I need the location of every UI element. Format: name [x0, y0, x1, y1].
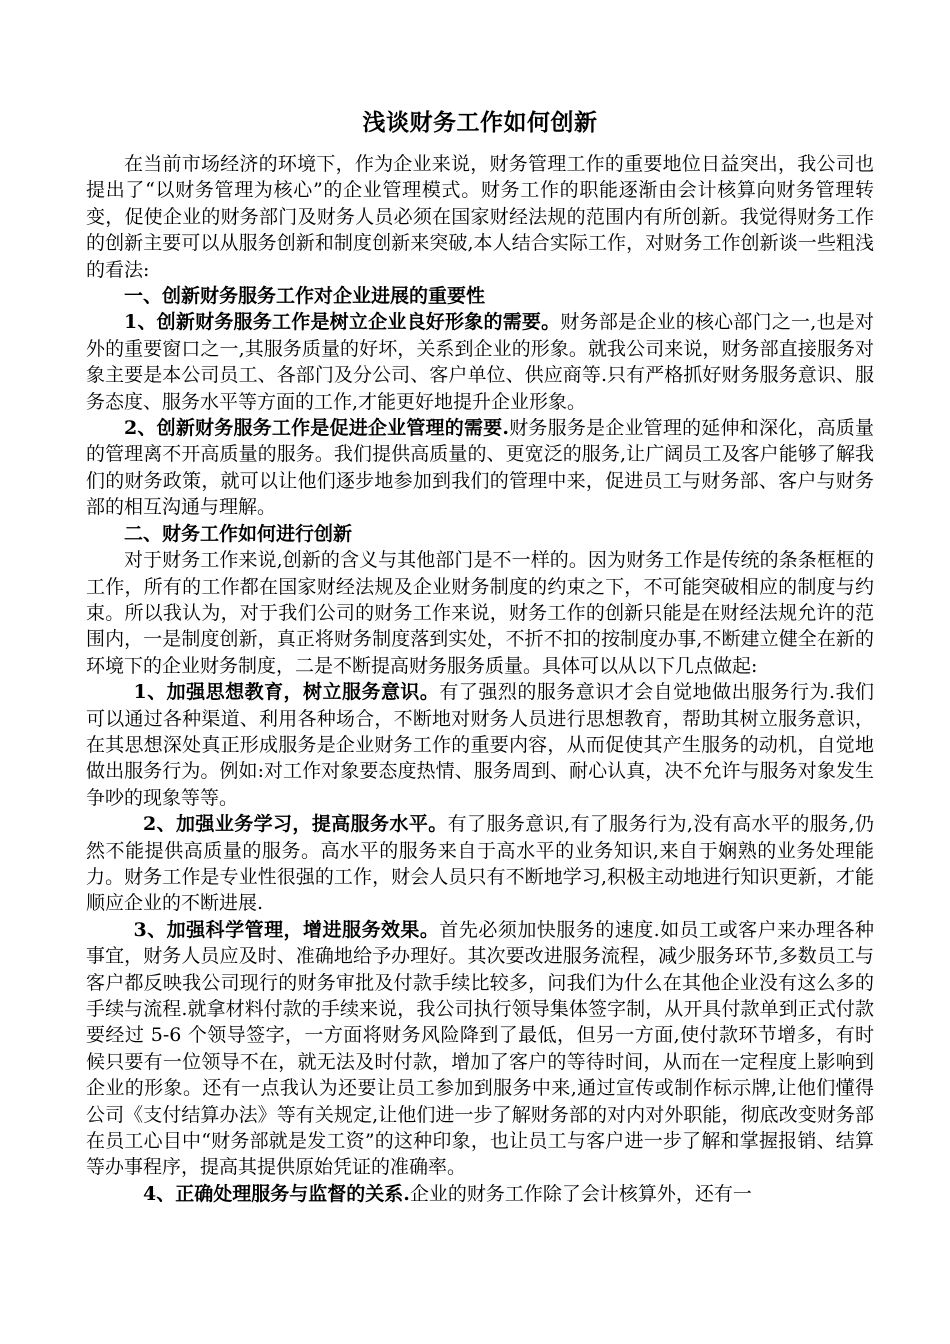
- section-2-paragraph-3-body: 首先必须加快服务的速度.如员工或客户来办理各种事宜，财务人员应及时、准确地给予办理好。其次要改进服务流程，减少服务环节,多数员工与客户都反映我公司现行的财务审批及付款手续比较多，问我们为什么在其他企业没有这么多的手续与流程.就拿材料付款的手续来说，我公司执行领导集体签字制，从开具付款单到正式付款要经过 5-6 个领导签字，一方面将财务风险降到了最低，但另一方面,使付款环节增多，有时候只要有一位领导不在，就无法及时付款，增加了客户的等待时间，从而在一定程度上影响到企业的形象。还有一点我认为还要让员工参加到服务中来,通过宣传或制作标示牌,让他们懂得公司《支付结算办法》等有关规定,让他们进一步了解财务部的对内对外职能，彻底改变财务部在员工心目中“财务部就是发工资”的这种印象，也让员工与客户进一步了解和掌握报销、结算等办事程序，提高其提供原始凭证的准确率。: [86, 918, 874, 1179]
- section-2-paragraph-4-lead: 4、正确处理服务与监督的关系.: [143, 1182, 410, 1205]
- section-2-paragraph-4-body: 企业的财务工作除了会计核算外，还有一: [409, 1182, 752, 1205]
- section-2-paragraph-1-lead: 1、加强思想教育，树立服务意识。: [133, 681, 440, 704]
- section-1-paragraph-2-body: 财务服务是企业管理的延伸和深化，高质量的管理离不开高质量的服务。我们提供高质量的、更宽泛的服务,让广阔员工及客户能够了解我们的财务政策，就可以让他们逐步地参加到我们的管理中来，促进员工与财务部、客户与财务部的相互沟通与理解。: [86, 417, 874, 519]
- section-2-paragraph-3-lead: 3、加强科学管理，增进服务效果。: [133, 918, 440, 941]
- section-2-paragraph-2-lead: 2、加强业务学习，提高服务水平。: [143, 813, 448, 836]
- section-2-paragraph-2: [86, 811, 874, 917]
- section-2-paragraph-2-body: 有了服务意识,有了服务行为,没有高水平的服务,仍然不能提供高质量的服务。高水平的服务来自于高水平的业务知识,来自于娴熟的业务处理能力。财务工作是专业性很强的工作，财会人员只有不断地学习,积极主动地进行知识更新，才能顺应企业的不断进展.: [86, 813, 874, 915]
- section-1-paragraph-2-lead: 2、创新财务服务工作是促进企业管理的需要.: [124, 417, 510, 440]
- section-1-paragraph-1-body: 财务部是企业的核心部门之一,也是对外的重要窗口之一,其服务质量的好坏，关系到企业的形象。就我公司来说，财务部直接服务对象主要是本公司员工、各部门及分公司、客户单位、供应商等.只有严格抓好财务服务意识、服务态度、服务水平等方面的工作,才能更好地提升企业形象。: [86, 311, 874, 413]
- section-2-heading: 二、财务工作如何进行创新: [124, 522, 353, 545]
- section-2-paragraph-1-body: 有了强烈的服务意识才会自觉地做出服务行为.我们可以通过各种渠道、利用各种场合，不断地对财务人员进行思想教育，帮助其树立服务意识，在其思想深处真正形成服务是企业财务工作的重要内容，从而促使其产生服务的动机，自觉地做出服务行为。例如:对工作对象要态度热情、服务周到、耐心认真，决不允许与服务对象发生争吵的现象等等。: [86, 681, 874, 809]
- section-2-paragraph-4: [86, 1181, 874, 1207]
- section-2-intro: 对于财务工作来说,创新的含义与其他部门是不一样的。因为财务工作是传统的条条框框的工作，所有的工作都在国家财经法规及企业财务制度的约束之下，不可能突破相应的制度与约束。所以我认为，对于我们公司的财务工作来说，财务工作的创新只能是在财经法规允许的范围内，一是制度创新，真正将财务制度落到实处，不折不扣的按制度办事,不断建立健全在新的环境下的企业财务制度，二是不断提高财务服务质量。具体可以从以下几点做起:: [86, 549, 874, 677]
- section-2-paragraph-3: [86, 917, 874, 1181]
- section-2-paragraph-1: [86, 679, 874, 811]
- section-1-paragraph-1-lead: 1、创新财务服务工作是树立企业良好形象的需要。: [124, 311, 561, 334]
- intro-paragraph: 在当前市场经济的环境下，作为企业来说，财务管理工作的重要地位日益突出，我公司也提出了“以财务管理为核心”的企业管理模式。财务工作的职能逐渐由会计核算向财务管理转变，促使企业的财务部门及财务人员必须在国家财经法规的范围内有所创新。我觉得财务工作的创新主要可以从服务创新和制度创新来突破,本人结合实际工作，对财务工作创新谈一些粗浅的看法:: [86, 153, 874, 281]
- section-1-heading: 一、创新财务服务工作对企业进展的重要性: [124, 285, 486, 308]
- section-1-paragraph-2: [86, 415, 874, 521]
- document-title: 浅谈财务工作如何创新: [362, 109, 598, 136]
- section-1-paragraph-1: [86, 309, 874, 415]
